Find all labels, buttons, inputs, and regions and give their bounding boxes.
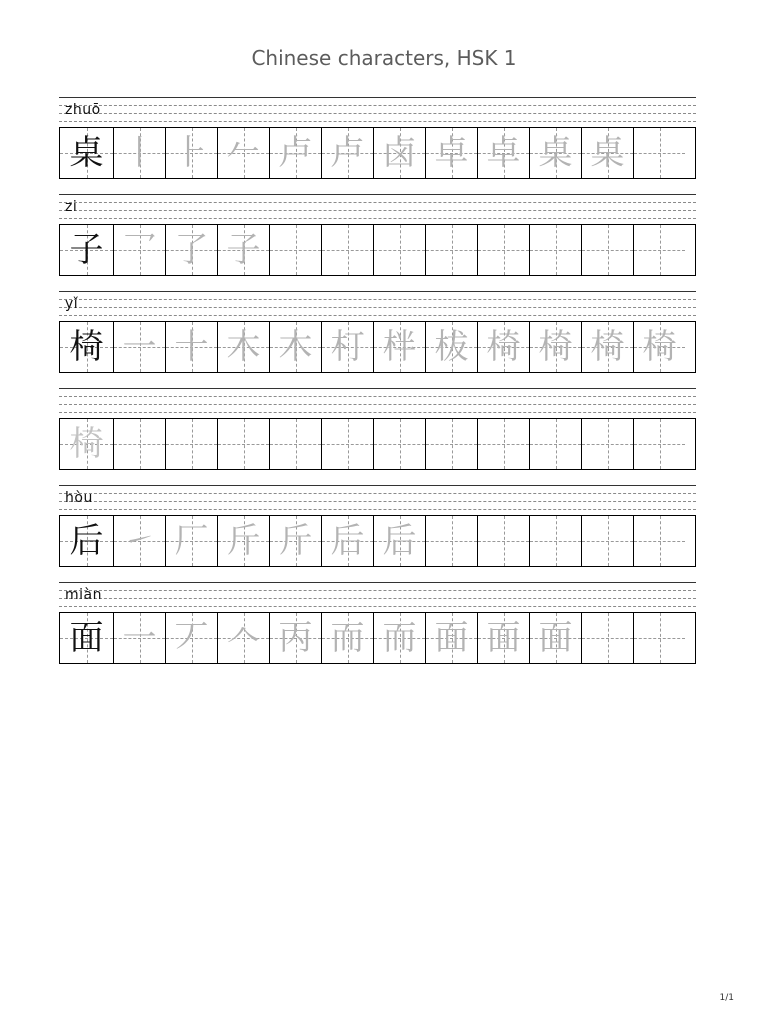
practice-cell xyxy=(321,419,373,469)
stroke-trace xyxy=(374,225,425,275)
practice-cell xyxy=(113,128,165,178)
stroke-trace xyxy=(270,419,321,469)
practice-row xyxy=(59,582,696,679)
practice-cell xyxy=(633,128,685,178)
practice-cell xyxy=(633,225,685,275)
stroke-trace: 卓 xyxy=(486,133,521,173)
model-character: 子 xyxy=(69,230,104,270)
practice-cell xyxy=(217,419,269,469)
practice-cell xyxy=(581,613,633,663)
practice-cell xyxy=(269,225,321,275)
stroke-trace: 而 xyxy=(382,618,417,658)
practice-cell xyxy=(425,322,477,372)
stroke-trace: ⺊ xyxy=(174,133,209,173)
pinyin-guide-lines xyxy=(59,97,696,122)
stroke-trace: 一 xyxy=(122,327,157,367)
practice-cell xyxy=(113,516,165,566)
stroke-trace: 十 xyxy=(174,327,209,367)
stroke-trace xyxy=(426,225,477,275)
pinyin-guide-lines xyxy=(59,291,696,316)
model-character-cell xyxy=(60,419,113,469)
pinyin-label: yǐ xyxy=(65,296,79,312)
stroke-trace xyxy=(530,516,581,566)
stroke-trace: 卓 xyxy=(434,133,469,173)
stroke-trace xyxy=(582,613,633,663)
stroke-trace: 丆 xyxy=(174,618,209,658)
stroke-trace xyxy=(426,419,477,469)
stroke-trace: 卢 xyxy=(330,133,365,173)
practice-cell xyxy=(269,322,321,372)
practice-cell xyxy=(529,419,581,469)
practice-cell xyxy=(269,516,321,566)
stroke-trace: 丙 xyxy=(278,618,313,658)
practice-cell xyxy=(321,516,373,566)
stroke-trace xyxy=(270,225,321,275)
practice-cell xyxy=(113,613,165,663)
practice-cell xyxy=(165,419,217,469)
stroke-trace: 桌 xyxy=(538,133,573,173)
stroke-trace: 卢 xyxy=(278,133,313,173)
practice-cell xyxy=(529,322,581,372)
practice-cell xyxy=(217,613,269,663)
stroke-trace xyxy=(582,419,633,469)
practice-row xyxy=(59,97,696,194)
practice-cell xyxy=(425,225,477,275)
practice-cell xyxy=(477,419,529,469)
stroke-trace: 丨 xyxy=(122,133,157,173)
practice-cell xyxy=(113,322,165,372)
practice-cell xyxy=(321,613,373,663)
stroke-trace: 面 xyxy=(486,618,521,658)
page-title: Chinese characters, HSK 1 xyxy=(251,46,517,70)
practice-cell xyxy=(165,516,217,566)
practice-cell xyxy=(373,613,425,663)
practice-cell xyxy=(477,322,529,372)
stroke-trace xyxy=(218,419,269,469)
stroke-trace: 木 xyxy=(278,327,313,367)
stroke-trace: 柭 xyxy=(434,327,469,367)
pinyin-label: hòu xyxy=(65,490,93,506)
stroke-trace: 乛 xyxy=(122,230,157,270)
practice-cell xyxy=(425,128,477,178)
stroke-trace: 面 xyxy=(538,618,573,658)
practice-cell xyxy=(633,419,685,469)
practice-cell xyxy=(581,128,633,178)
practice-cell xyxy=(165,128,217,178)
stroke-trace xyxy=(322,419,373,469)
stroke-trace: 一 xyxy=(122,618,157,658)
stroke-trace xyxy=(374,419,425,469)
stroke-trace: 椅 xyxy=(590,327,625,367)
model-character: 桌 xyxy=(69,133,104,173)
stroke-trace xyxy=(530,419,581,469)
stroke-trace xyxy=(114,419,165,469)
stroke-trace: 柈 xyxy=(382,327,417,367)
stroke-trace: 而 xyxy=(330,618,365,658)
stroke-trace xyxy=(634,516,685,566)
stroke-trace: 面 xyxy=(434,618,469,658)
stroke-trace: 椅 xyxy=(642,327,677,367)
practice-cell xyxy=(529,613,581,663)
practice-cell xyxy=(581,225,633,275)
model-character: 椅 xyxy=(69,327,104,367)
stroke-trace xyxy=(582,225,633,275)
stroke-trace xyxy=(478,419,529,469)
stroke-trace: 斤 xyxy=(226,521,261,561)
practice-cell xyxy=(269,419,321,469)
stroke-trace: 子 xyxy=(226,230,261,270)
practice-cell xyxy=(217,322,269,372)
model-character-cell xyxy=(60,613,113,663)
pinyin-label: miàn xyxy=(65,587,102,603)
stroke-trace: 椅 xyxy=(486,327,521,367)
practice-cell xyxy=(633,322,685,372)
practice-cell xyxy=(217,516,269,566)
pinyin-label: zi xyxy=(65,199,78,215)
practice-cell xyxy=(633,613,685,663)
model-character: 椅 xyxy=(69,424,104,464)
pinyin-guide-lines xyxy=(59,194,696,219)
practice-cell xyxy=(477,128,529,178)
practice-row xyxy=(59,194,696,291)
practice-cell xyxy=(581,516,633,566)
stroke-trace: 斤 xyxy=(278,521,313,561)
practice-cell xyxy=(477,613,529,663)
stroke-trace xyxy=(166,419,217,469)
practice-cell xyxy=(113,419,165,469)
model-character: 后 xyxy=(69,521,104,561)
practice-cell xyxy=(165,225,217,275)
stroke-trace: ㇀ xyxy=(122,521,157,561)
practice-cell xyxy=(477,516,529,566)
stroke-trace: 了 xyxy=(174,230,209,270)
practice-cell xyxy=(373,225,425,275)
writing-grid xyxy=(59,224,696,276)
model-character-cell xyxy=(60,516,113,566)
pinyin-guide-lines xyxy=(59,582,696,607)
practice-cell xyxy=(581,419,633,469)
practice-cell xyxy=(373,128,425,178)
stroke-trace xyxy=(634,128,685,178)
practice-cell xyxy=(633,516,685,566)
practice-cell xyxy=(321,225,373,275)
model-character: 面 xyxy=(69,618,104,658)
stroke-trace: 𠂉 xyxy=(226,133,261,173)
stroke-trace xyxy=(478,225,529,275)
practice-cell xyxy=(113,225,165,275)
pinyin-guide-lines xyxy=(59,485,696,510)
stroke-trace: 厂 xyxy=(174,521,209,561)
pinyin-label: zhuō xyxy=(65,102,101,118)
practice-cell xyxy=(165,322,217,372)
stroke-trace xyxy=(530,225,581,275)
stroke-trace: 后 xyxy=(330,521,365,561)
practice-cell xyxy=(425,613,477,663)
model-character-cell xyxy=(60,322,113,372)
practice-cell xyxy=(217,128,269,178)
practice-cell xyxy=(217,225,269,275)
stroke-trace xyxy=(322,225,373,275)
practice-row xyxy=(59,485,696,582)
page-number: 1/1 xyxy=(719,993,734,1003)
practice-rows xyxy=(59,97,696,679)
practice-row xyxy=(59,291,696,388)
stroke-trace: 卤 xyxy=(382,133,417,173)
practice-cell xyxy=(373,322,425,372)
stroke-trace xyxy=(634,225,685,275)
stroke-trace xyxy=(582,516,633,566)
writing-grid xyxy=(59,612,696,664)
practice-cell xyxy=(529,516,581,566)
stroke-trace: 桌 xyxy=(590,133,625,173)
model-character-cell xyxy=(60,225,113,275)
practice-cell xyxy=(529,128,581,178)
practice-cell xyxy=(269,128,321,178)
practice-cell xyxy=(269,613,321,663)
practice-cell xyxy=(321,322,373,372)
stroke-trace: 椅 xyxy=(538,327,573,367)
writing-grid xyxy=(59,418,696,470)
practice-cell xyxy=(425,516,477,566)
stroke-trace: 木 xyxy=(226,327,261,367)
practice-cell xyxy=(581,322,633,372)
stroke-trace xyxy=(634,613,685,663)
practice-cell xyxy=(529,225,581,275)
stroke-trace: 朾 xyxy=(330,327,365,367)
practice-cell xyxy=(373,419,425,469)
practice-row xyxy=(59,388,696,485)
practice-cell xyxy=(477,225,529,275)
practice-cell xyxy=(165,613,217,663)
writing-grid xyxy=(59,515,696,567)
writing-grid xyxy=(59,321,696,373)
stroke-trace xyxy=(426,516,477,566)
pinyin-guide-lines xyxy=(59,388,696,413)
practice-cell xyxy=(425,419,477,469)
stroke-trace xyxy=(478,516,529,566)
writing-grid xyxy=(59,127,696,179)
stroke-trace: 𠆢 xyxy=(226,618,261,658)
stroke-trace: 后 xyxy=(382,521,417,561)
stroke-trace xyxy=(634,419,685,469)
practice-cell xyxy=(373,516,425,566)
model-character-cell xyxy=(60,128,113,178)
practice-cell xyxy=(321,128,373,178)
